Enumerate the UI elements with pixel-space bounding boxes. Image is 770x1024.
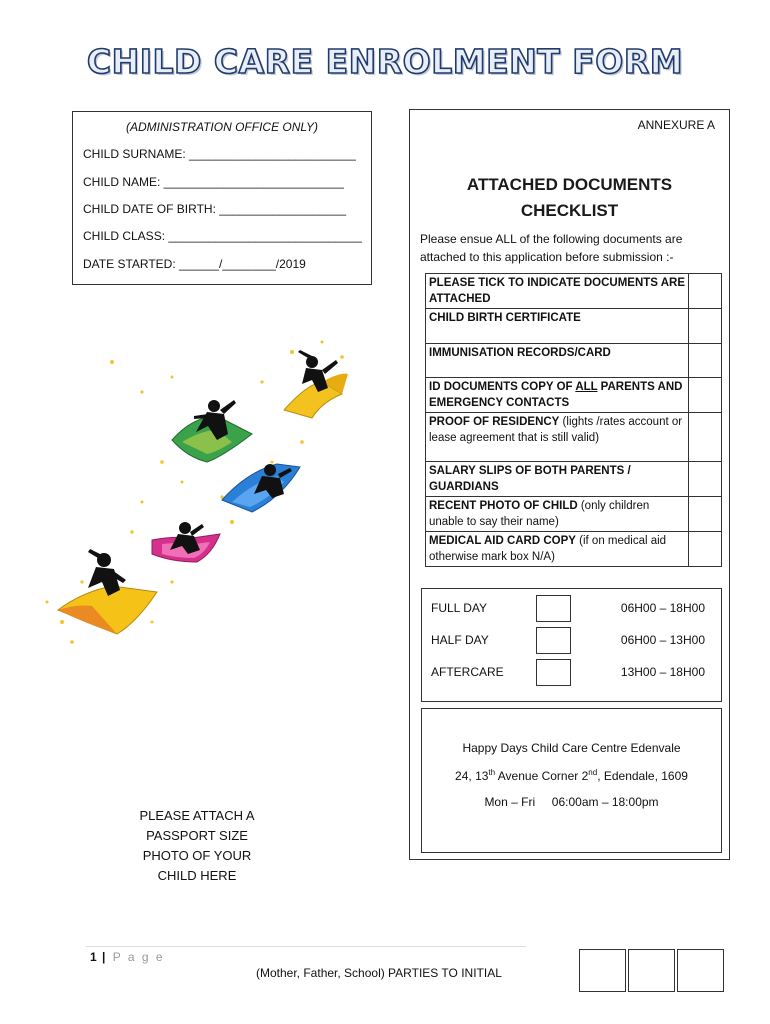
option-label: HALF DAY — [431, 633, 489, 647]
half-day-checkbox[interactable] — [536, 627, 571, 654]
table-row — [426, 532, 722, 567]
aftercare-checkbox[interactable] — [536, 659, 571, 686]
initial-box-father[interactable] — [628, 949, 675, 992]
centre-name: Happy Days Child Care Centre Edenvale — [462, 741, 681, 755]
checklist-title-line2: CHECKLIST — [520, 201, 619, 220]
doc-immunisation: IMMUNISATION RECORDS/CARD — [426, 344, 689, 378]
doc-salary-slips: SALARY SLIPS OF BOTH PARENTS / GUARDIANS — [426, 462, 689, 497]
child-name-field[interactable]: CHILD NAME: ___________________________ — [83, 175, 344, 189]
table-row — [426, 344, 722, 378]
centre-hours: Mon – Fri 06:00am – 18:00pm — [484, 795, 659, 809]
option-label: AFTERCARE — [431, 665, 504, 679]
tick-box-residency[interactable] — [689, 413, 722, 462]
table-row — [426, 413, 722, 462]
tick-box[interactable] — [689, 274, 722, 309]
table-row — [426, 497, 722, 532]
form-title: CHILD CARE ENROLMENT FORM — [86, 42, 684, 81]
attendance-options — [421, 588, 722, 702]
tick-box-photo[interactable] — [689, 497, 722, 532]
initial-box-mother[interactable] — [579, 949, 626, 992]
doc-id-documents: ID DOCUMENTS COPY OF ALL PARENTS AND EMERGENCY CONTACTS — [426, 378, 689, 413]
footer-divider — [86, 946, 526, 947]
child-surname-field[interactable]: CHILD SURNAME: _________________________ — [83, 147, 356, 161]
option-time: 13H00 – 18H00 — [620, 665, 705, 679]
option-time: 06H00 – 13H00 — [620, 633, 705, 647]
table-header-cell: PLEASE TICK TO INDICATE DOCUMENTS ARE ATTACHED — [426, 274, 689, 309]
full-day-checkbox[interactable] — [536, 595, 571, 622]
page-number: 1 | P a g e — [90, 950, 165, 964]
table-row — [426, 309, 722, 344]
option-half-day — [422, 627, 721, 655]
option-label: FULL DAY — [431, 601, 488, 615]
annexure-label: ANNEXURE A — [637, 118, 715, 132]
tick-box-immunisation[interactable] — [689, 344, 722, 378]
checklist-instructions: Please ensue ALL of the following documents are attached to this application before submission :- — [420, 232, 683, 264]
initial-box-school[interactable] — [677, 949, 724, 992]
tick-box-birth-certificate[interactable] — [689, 309, 722, 344]
option-time: 06H00 – 18H00 — [620, 601, 705, 615]
table-row — [426, 274, 722, 309]
doc-proof-of-residency: PROOF OF RESIDENCY (lights /rates account or lease agreement that is still valid) — [426, 413, 689, 462]
table-row — [426, 462, 722, 497]
initial-instruction: (Mother, Father, School) PARTIES TO INITIAL — [256, 966, 502, 980]
documents-table — [425, 273, 722, 567]
admin-office-box — [72, 111, 372, 285]
doc-recent-photo: RECENT PHOTO OF CHILD (only children unable to say their name) — [426, 497, 689, 532]
photo-instruction: PLEASE ATTACH A PASSPORT SIZE PHOTO OF YOUR CHILD HERE — [139, 808, 255, 883]
tick-box-id-documents[interactable] — [689, 378, 722, 413]
centre-street: 24, 13th Avenue Corner 2nd, Edendale, 1609 — [455, 768, 688, 783]
child-dob-field[interactable]: CHILD DATE OF BIRTH: ___________________ — [83, 202, 347, 216]
date-started-field[interactable]: DATE STARTED: ______/________/2019 — [83, 257, 306, 271]
flying-books-illustration — [22, 322, 400, 670]
centre-address-box — [421, 708, 722, 853]
tick-box-salary-slips[interactable] — [689, 462, 722, 497]
option-full-day — [422, 595, 721, 623]
admin-heading: (ADMINISTRATION OFFICE ONLY) — [125, 120, 318, 134]
doc-medical-aid: MEDICAL AID CARD COPY (if on medical aid otherwise mark box N/A) — [426, 532, 689, 567]
table-row — [426, 378, 722, 413]
child-class-field[interactable]: CHILD CLASS: _____________________________ — [83, 229, 362, 243]
annexure-panel — [409, 109, 730, 860]
checklist-title-line1: ATTACHED DOCUMENTS — [466, 175, 673, 194]
option-aftercare — [422, 659, 721, 687]
doc-birth-certificate: CHILD BIRTH CERTIFICATE — [426, 309, 689, 344]
tick-box-medical-aid[interactable] — [689, 532, 722, 567]
checklist-title — [410, 172, 729, 224]
